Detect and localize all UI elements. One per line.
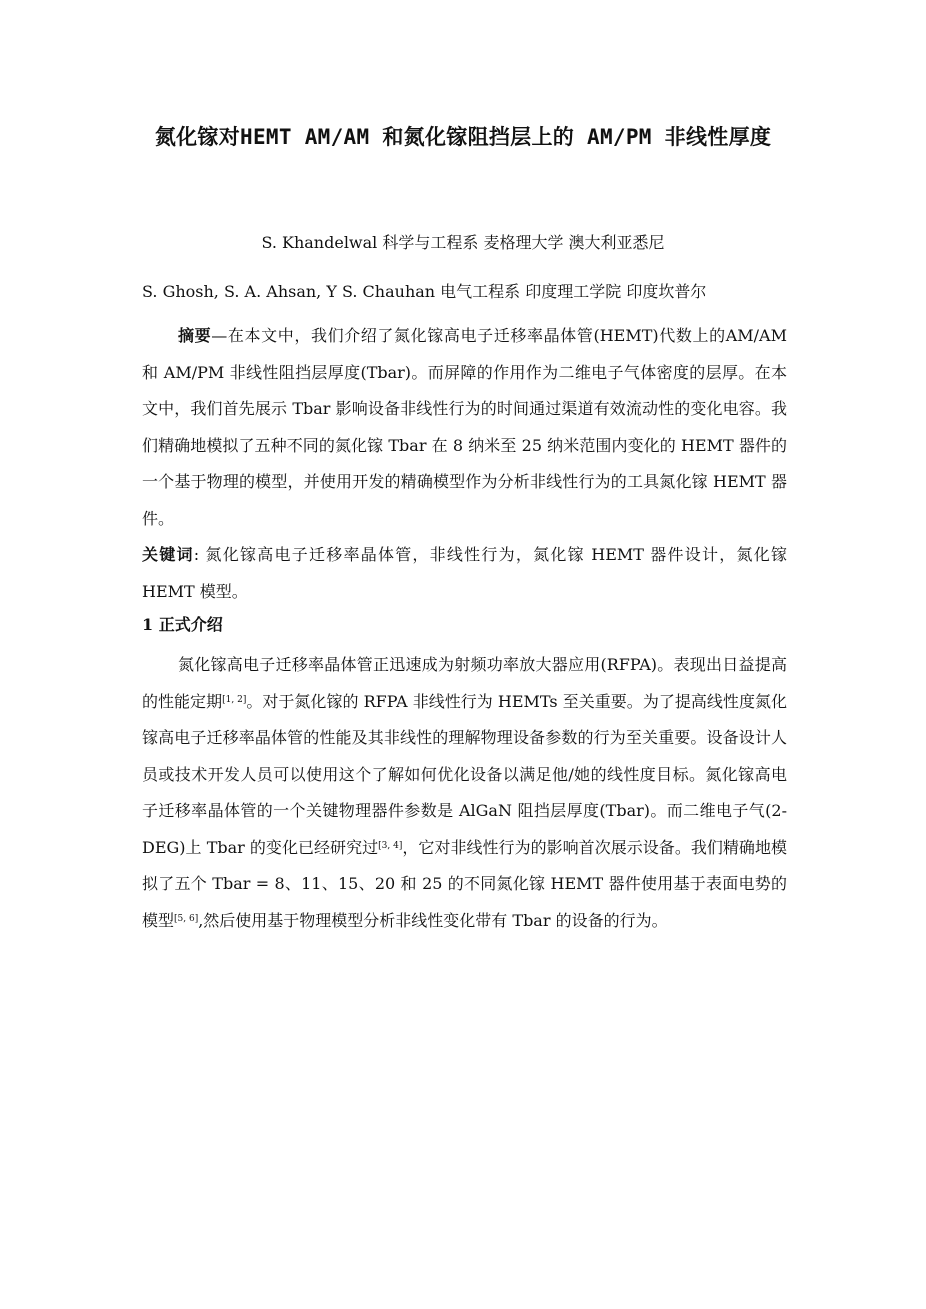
- citation-3: [5, 6]: [174, 913, 199, 924]
- section-heading: 1 正式介绍: [142, 615, 223, 634]
- intro-paragraph: [142, 647, 787, 939]
- intro-text-3: ，它对非线性行为的影响首次展示设备。我们精确地模拟了五个 Tbar = 8、11、15、20 和 25 的不同氮化镓 HEMT 器件使用基于表面电势的模型: [142, 837, 787, 930]
- abstract-paragraph: [142, 318, 787, 537]
- citation-2: [3, 4]: [378, 840, 403, 851]
- intro-text-1: 氮化镓高电子迁移率晶体管正迅速成为射频功率放大器应用(RFPA)。表现出日益提高的性能定期: [142, 655, 787, 711]
- keywords-label: 关键词: [142, 545, 194, 564]
- intro-text-2: 。对于氮化镓的 RFPA 非线性行为 HEMTs 至关重要。为了提高线性度氮化镓高电子迁移率晶体管的性能及其非线性的理解物理设备参数的行为至关重要。设备设计人员或技术开发人员可以使用这个了解如何优化设备以满足他/她的线性度目标。氮化镓高电子迁移率晶体管的一个关键物理器件参数是 AlGaN 阻挡层厚度(Tbar)。而二维电子气(2-DEG)上 Tbar 的变化已经研究过: [142, 691, 787, 857]
- author-line-1: S. Khandelwal 科学与工程系 麦格理大学 澳大利亚悉尼: [261, 233, 665, 252]
- citation-1: [1, 2]: [222, 694, 247, 705]
- keywords-text: : 氮化镓高电子迁移率晶体管，非线性行为，氮化镓 HEMT 器件设计，氮化镓 HEMT 模型。: [142, 545, 787, 601]
- keywords-paragraph: [142, 537, 787, 610]
- abstract-label: 摘要: [178, 326, 212, 345]
- author-line-2: S. Ghosh, S. A. Ahsan, Y S. Chauhan 电气工程系 印度理工学院 印度坎普尔: [142, 282, 707, 301]
- intro-text-4: ,然后使用基于物理模型分析非线性变化带有 Tbar 的设备的行为。: [198, 910, 668, 930]
- abstract-text: —在本文中，我们介绍了氮化镓高电子迁移率晶体管(HEMT)代数上的AM/AM 和 AM/PM 非线性阻挡层厚度(Tbar)。而屏障的作用作为二维电子气体密度的层厚。在本文中，我们首先展示 Tbar 影响设备非线性行为的时间通过渠道有效流动性的变化电容。我们精确地模拟了五种不同的氮化镓 Tbar 在 8 纳米至 25 纳米范围内变化的 HEMT 器件的一个基于物理的模型，并使用开发的精确模型作为分析非线性行为的工具氮化镓 HEMT 器件。: [142, 326, 787, 528]
- paper-title: 氮化镓对HEMT AM/AM 和氮化镓阻挡层上的 AM/PM 非线性厚度: [154, 125, 772, 149]
